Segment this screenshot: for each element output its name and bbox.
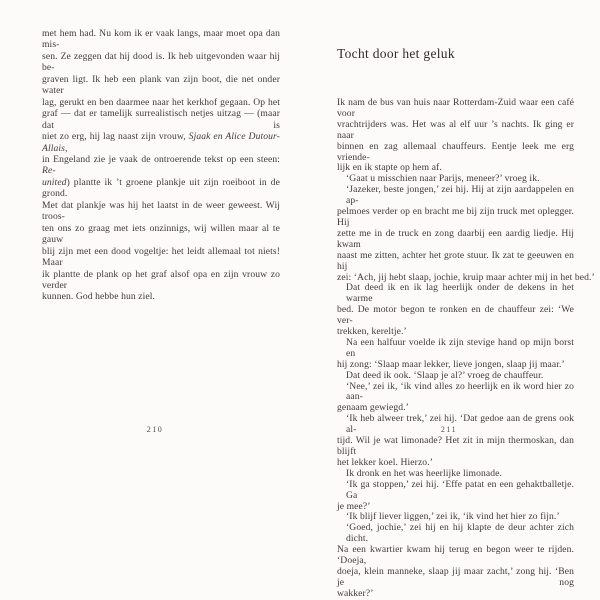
text-segment: lag, gerukt en ben daarmee naar het kerkhof gegaan. Op het bbox=[42, 96, 280, 108]
text-segment: tijd. Wil je wat limonade? Het zit in mijn thermoskan, dan blijft bbox=[337, 435, 574, 457]
text-segment: ten ons zo graag met iets onzinnigs, wij willen maar al te gauw bbox=[42, 222, 280, 246]
text-segment: Ik nam de bus van huis naar Rotterdam-Zuid waar een café voor bbox=[337, 97, 574, 119]
text-segment: met hem had. Nu kom ik er vaak langs, maar moet opa dan mis- bbox=[42, 28, 280, 51]
text-segment: ‘Ik heb alweer trek,’ zei hij. ‘Dat gedoe aan de grens ook al- bbox=[346, 413, 574, 436]
text-segment: lijk en ik stapte op hem af. bbox=[337, 162, 442, 174]
text-segment: ‘Nee,’ zei ik, ‘ik vind alles zo heerlijk en ik word hier zo aan- bbox=[346, 380, 574, 403]
text-segment: kunnen. God hebbe hun ziel. bbox=[42, 291, 155, 303]
text-line bbox=[42, 200, 280, 223]
text-line bbox=[42, 108, 280, 131]
text-segment: , bbox=[65, 142, 68, 154]
text-line bbox=[337, 207, 574, 229]
text-line bbox=[337, 229, 574, 251]
text-line bbox=[337, 251, 574, 273]
text-segment: hij zong: ‘Slaap maar lekker, lieve jongen, slaap jij maar.’ bbox=[337, 358, 565, 370]
text-segment: het lekker koel. Hierzo.’ bbox=[337, 456, 433, 468]
text-segment: sen. Ze zeggen dat hij dood is. Ik heb uitgevonden waar hij be- bbox=[42, 50, 280, 74]
text-line bbox=[42, 131, 280, 154]
text-segment: Dat deed ik en ik lag heerlijk onder de dekens in het warme bbox=[346, 282, 574, 305]
text-line bbox=[337, 283, 574, 305]
text-line bbox=[337, 382, 574, 404]
text-line bbox=[337, 480, 574, 502]
text-segment: Na een halfuur voelde ik zijn stevige hand op mijn borst en bbox=[346, 336, 574, 359]
text-line bbox=[337, 185, 574, 207]
text-line bbox=[337, 98, 574, 120]
text-line bbox=[42, 28, 280, 51]
text-line bbox=[42, 177, 280, 200]
text-segment: Dat deed ik ook. ‘Slaap je al?’ vroeg de chauffeur. bbox=[346, 369, 544, 381]
text-segment: ‘Goed, jochie,’ zei hij en hij klapte de deur achter zich dicht. bbox=[346, 522, 574, 545]
text-line bbox=[337, 120, 574, 142]
text-line bbox=[337, 305, 574, 327]
text-segment: je mee?’ bbox=[337, 500, 371, 512]
text-line bbox=[337, 545, 574, 567]
text-line bbox=[337, 567, 574, 589]
italic-text: Re- bbox=[42, 165, 56, 177]
text-line bbox=[42, 51, 280, 74]
text-line bbox=[42, 74, 280, 97]
text-segment: vrachtrijders was. Het was al elf uur ’s nachts. Ik ging er naar bbox=[337, 118, 574, 141]
italic-text: united bbox=[42, 176, 67, 188]
text-segment: doeja, klein manneke, slaap jij maar zacht,’ zong hij. ‘Ben je nog bbox=[337, 565, 574, 588]
text-segment: genaam gewiegd.’ bbox=[337, 402, 409, 414]
text-segment: binnen en zag allemaal chauffeurs. Eentje leek me erg vriende- bbox=[337, 140, 574, 163]
text-segment: wakker?’ bbox=[337, 587, 374, 599]
text-segment: Ik dronk en het was heerlijke limonade. bbox=[346, 467, 503, 479]
left-page-text bbox=[42, 28, 280, 303]
text-line bbox=[42, 269, 280, 292]
text-line bbox=[42, 97, 280, 108]
right-page-text bbox=[337, 97, 595, 600]
text-line bbox=[42, 291, 280, 302]
text-segment: ‘Jazeker, beste jongen,’ zei hij. Hij at zijn aardappelen en ap- bbox=[346, 184, 574, 207]
text-segment: zette me in de truck en zong daarbij een aardig liedje. Hij kwam bbox=[337, 227, 574, 250]
text-segment: graf — dat er tamelijk surrealistisch netjes uitzag — (maar dat is bbox=[42, 108, 280, 131]
text-line bbox=[337, 142, 574, 164]
text-segment: naast me zitten, achter het grote stuur. Ik zat te geeuwen en hij bbox=[337, 249, 574, 272]
left-page-number: 210 bbox=[146, 425, 164, 434]
text-segment: zei: ‘Ach, jij hebt slaap, jochie, kruip maar achter mij in het bed.’ bbox=[337, 271, 595, 283]
text-segment: ‘Ik blijf liever liggen,’ zei ik, ‘ik vind het hier zo fijn.’ bbox=[346, 511, 560, 523]
text-segment: graven ligt. Ik heb een plank van zijn boot, die net onder water bbox=[42, 73, 280, 97]
text-line bbox=[337, 589, 574, 600]
right-page-number: 211 bbox=[440, 425, 458, 434]
text-line bbox=[42, 154, 280, 177]
text-segment: Met dat plankje was hij het laatst in de weer geweest. Wij troos- bbox=[42, 199, 280, 223]
text-segment: bed. De motor begon te ronken en de chauffeur zei: ‘We ver- bbox=[337, 304, 574, 327]
italic-text: Sjaak en Alice Dutour-Allais bbox=[42, 131, 280, 154]
text-segment: blij zijn met een dood vogeltje: het leidt allemaal tot niets! Maar bbox=[42, 245, 280, 269]
text-segment: ) plantte ik ’t groene plankje uit zijn roeiboot in de grond. bbox=[42, 176, 280, 200]
text-segment: trekken, kereltje.’ bbox=[337, 326, 407, 338]
text-segment: pelmoes verder op en bracht me bij zijn truck met oplegger. Hij bbox=[337, 206, 574, 228]
text-segment: Na een kwartier kwam hij terug en begon weer te rijden. ‘Doeja, bbox=[337, 544, 574, 567]
text-line bbox=[337, 436, 574, 458]
text-line bbox=[42, 223, 280, 246]
text-line bbox=[42, 246, 280, 269]
text-segment: in Engeland zie je vaak de ontroerende tekst op een steen: bbox=[42, 153, 280, 165]
text-line bbox=[337, 523, 574, 545]
text-segment: ik plantte de plank op het graf alsof opa en zijn vrouw zo verder bbox=[42, 268, 280, 291]
chapter-title: Tocht door het geluk bbox=[337, 46, 455, 61]
text-segment: ‘Gaat u misschien naar Parijs, meneer?’ vroeg ik. bbox=[346, 173, 540, 185]
text-segment: niet zo erg, hij lag naast zijn vrouw, bbox=[42, 131, 189, 143]
text-segment: ‘Ik ga stoppen,’ zei hij. ‘Effe patat en een gehaktballetje. Ga bbox=[346, 478, 574, 501]
text-line bbox=[337, 338, 574, 360]
